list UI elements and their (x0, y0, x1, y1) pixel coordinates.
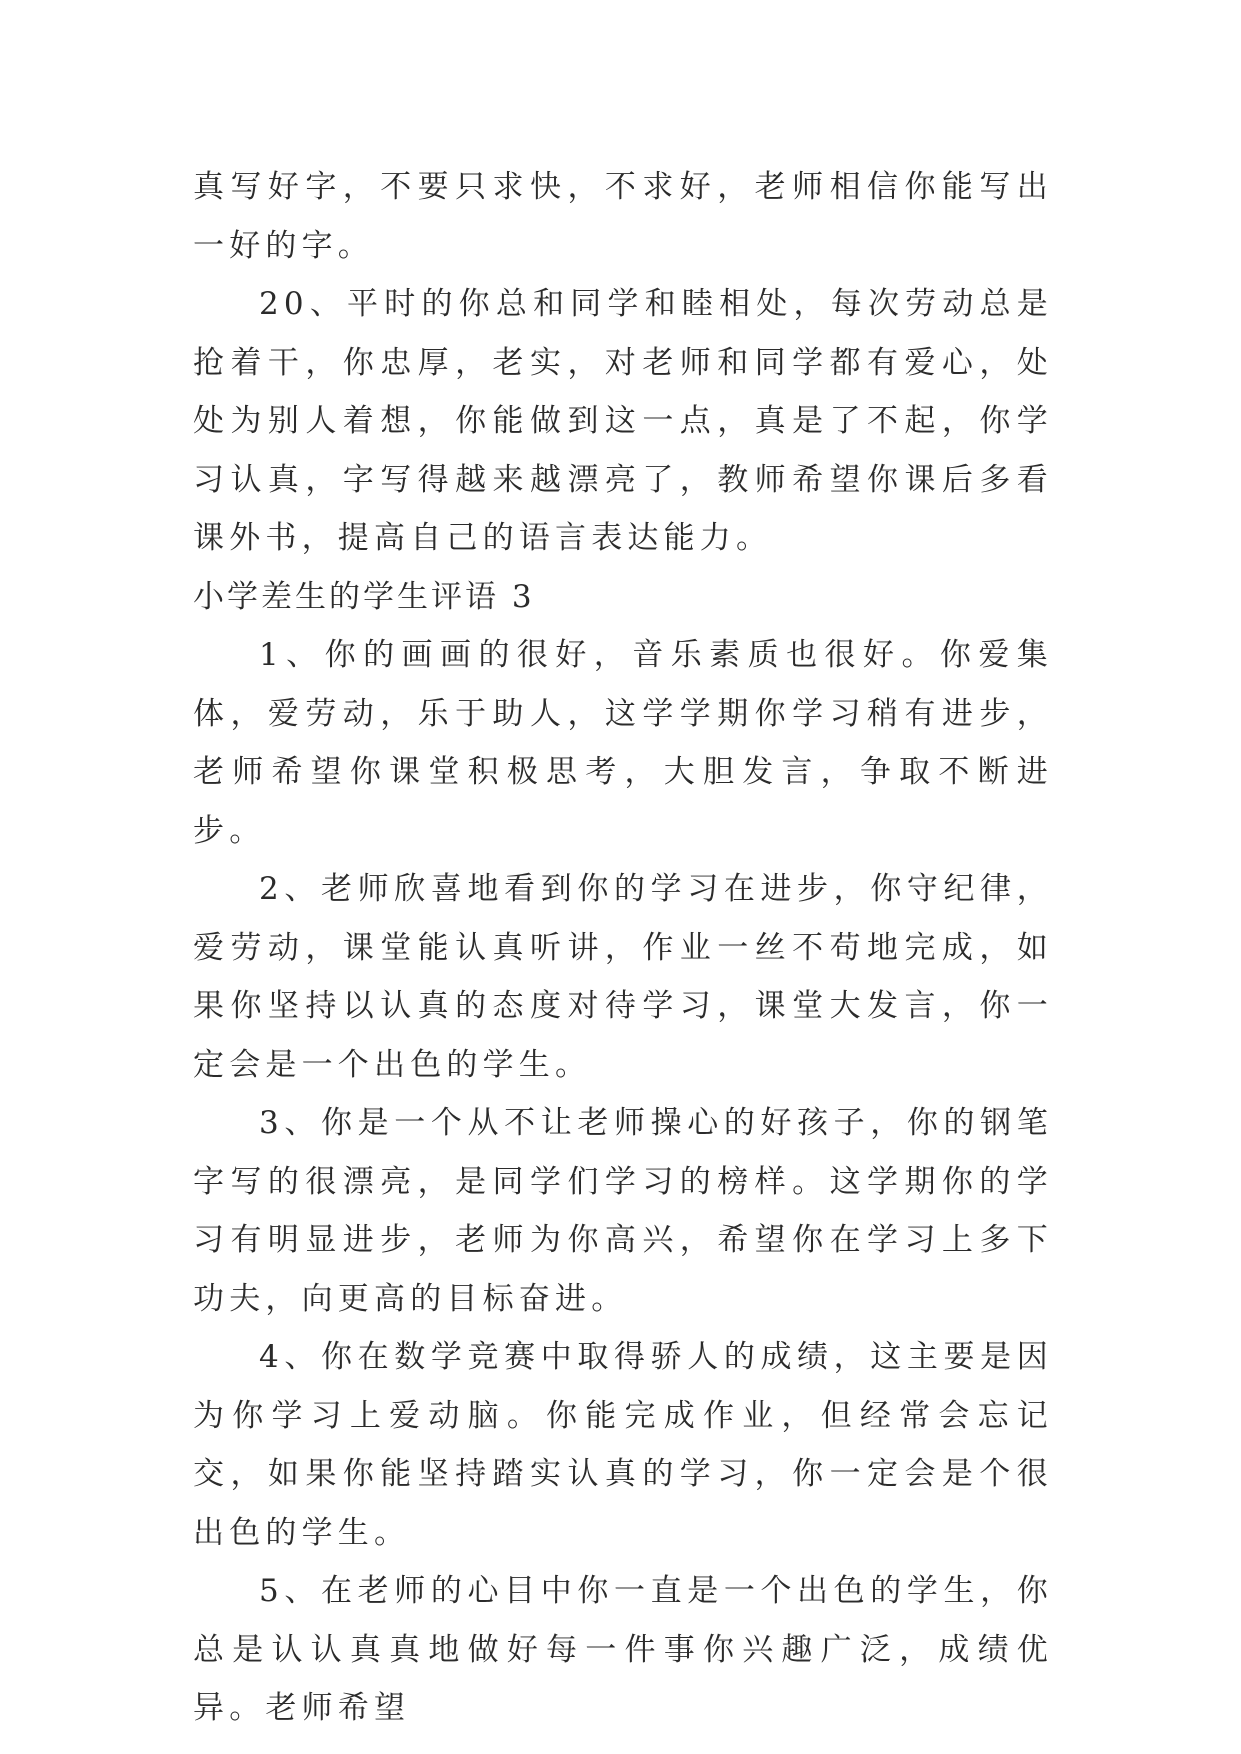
comment-item-1: 1、你的画画的很好，音乐素质也很好。你爱集体，爱劳动，乐于助人，这学学期你学习稍有进步，老师希望你课堂积极思考，大胆发言，争取不断进步。 (193, 637, 1053, 849)
section-heading: 小学差生的学生评语 3 (193, 578, 535, 615)
comment-item-5: 5、在老师的心目中你一直是一个出色的学生，你总是认认真真地做好每一件事你兴趣广泛，成绩优异。老师希望 (193, 1573, 1053, 1726)
comment-item-4: 4、你在数学竞赛中取得骄人的成绩，这主要是因为你学习上爱动脑。你能完成作业，但经常会忘记交，如果你能坚持踏实认真的学习，你一定会是个很出色的学生。 (193, 1339, 1053, 1551)
comment-item-2: 2、老师欣喜地看到你的学习在进步，你守纪律，爱劳动，课堂能认真听讲，作业一丝不苟地完成，如果你坚持以认真的态度对待学习，课堂大发言，你一定会是一个出色的学生。 (193, 871, 1053, 1083)
paragraph-continuation: 真写好字，不要只求快，不求好，老师相信你能写出一好的字。 (193, 169, 1053, 264)
comment-item-20: 20、平时的你总和同学和睦相处，每次劳动总是抢着干，你忠厚，老实，对老师和同学都有爱心，处处为别人着想，你能做到这一点，真是了不起，你学习认真，字写得越来越漂亮了，教师希望你课后多看课外书，提高自己的语言表达能力。 (193, 286, 1053, 556)
comment-item-3: 3、你是一个从不让老师操心的好孩子，你的钢笔字写的很漂亮，是同学们学习的榜样。这学期你的学习有明显进步，老师为你高兴，希望你在学习上多下功夫，向更高的目标奋进。 (193, 1105, 1053, 1317)
document-body (193, 158, 1053, 1738)
